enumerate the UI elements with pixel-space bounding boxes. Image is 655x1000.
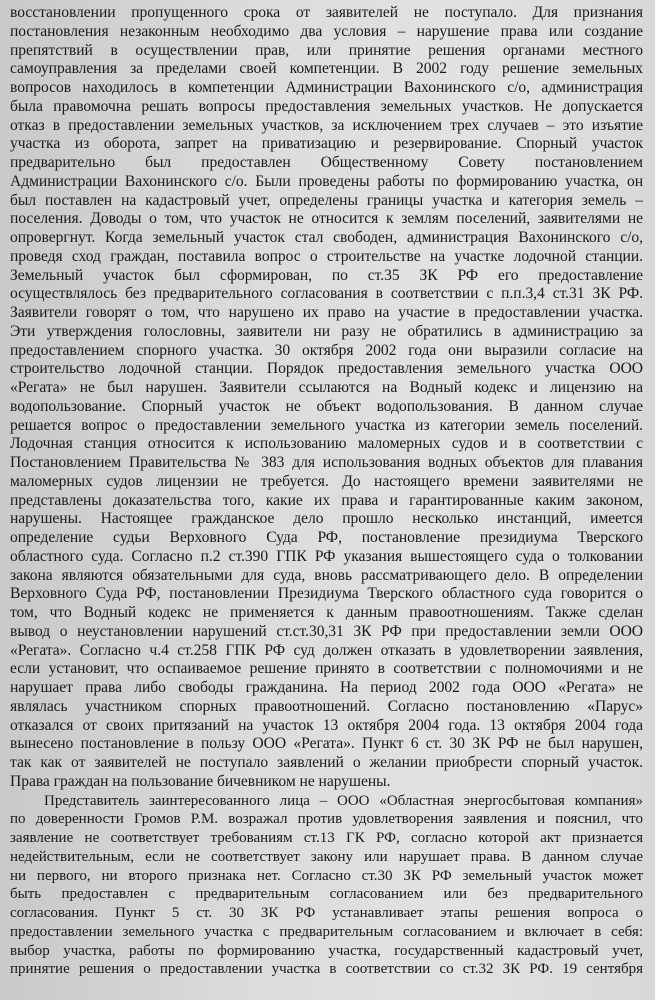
text-line: закона являются обязательными для суда, вновь рассматривающего дело. В определении <box>10 566 643 584</box>
text-line: строительство лодочной станции. Порядок предоставления земельного участка ООО <box>10 360 643 378</box>
text-line: нарушает права либо свободы гражданина. На период 2002 года ООО «Регата» не <box>10 679 643 696</box>
text-line: постановления незаконным необходимо два условия – нарушение права или создание <box>10 22 643 40</box>
text-line: самоуправления за пределами своей компетенции. В 2002 году решение земельных <box>10 60 643 78</box>
text-line: была правомочна решать вопросы предоставления земельных участков. Не допускается <box>10 97 643 115</box>
text-line: опровергнут. Когда земельный участок стал свободен, администрация Вахонинского с/о, <box>10 229 643 246</box>
text-line: «Регата» не был нарушен. Заявители ссылаются на Водный кодекс и лицензию на <box>10 379 643 396</box>
text-line: отказ в предоставлении земельных участков, за исключением трех случаев – это изъятие <box>10 116 643 134</box>
text-line: вынесено постановление в пользу ООО «Регата». Пункт 6 ст. 30 ЗК РФ не был нарушен, <box>10 735 643 753</box>
text-line: вывод о неустановлении нарушений ст.ст.30,31 ЗК РФ при предоставлении земли ООО <box>10 622 643 640</box>
text-line: «Регата». Согласно ч.4 ст.258 ГПК РФ суд должен отказать в удовлетворении заявления, <box>10 641 643 659</box>
text-line: выбор участка, работы по формированию участка, государственный кадастровый учет, <box>10 942 643 959</box>
text-line: Лодочная станция относится к использованию маломерных судов и в соответствии с <box>10 435 643 453</box>
text-line: нарушены. Настоящее гражданское дело прошло несколько инстанций, имеется <box>10 510 643 528</box>
text-line: том, что Водный кодекс не применяется к данным правоотношениям. Также сделан <box>10 604 643 621</box>
text-line: Представитель заинтересованного лица – ООО «Областная энергосбытовая компания» <box>44 792 643 809</box>
text-line: заявление не соответствует требованиям ст.13 ГК РФ, согласно которой акт признается <box>10 830 643 846</box>
text-line: предоставлением спорного участка. 30 октября 2002 года они выразили согласие на <box>10 341 643 359</box>
text-line: Заявители говорят о том, что нарушено их право на участие в предоставлении участка. <box>10 304 643 321</box>
text-line: поселения. Доводы о том, что участок не относится к землям поселений, заявителями не <box>10 210 643 228</box>
text-line: если установит, что оспаиваемое решение принято в соответствии с полномочиями и не <box>10 660 643 678</box>
text-line: согласования. Пункт 5 ст. 30 ЗК РФ устанавливает этапы решения вопроса о <box>10 905 643 921</box>
text-line: проведя сход граждан, поставила вопрос о строительстве на участке лодочной станции. <box>10 247 643 265</box>
text-line: областного суда. Согласно п.2 ст.390 ГПК РФ указания вышестоящего суда о толковании <box>10 547 643 565</box>
text-line: по доверенности Громов Р.М. возражал против удовлетворения заявления и пояснил, что <box>10 811 643 828</box>
text-line: принятие решения о предоставлении участка в соответствии со ст.32 ЗК РФ. 19 сентября <box>10 961 643 978</box>
text-line: недействительным, если не соответствует закону или нарушает права. В данном случае <box>10 848 643 865</box>
text-line: Эти утверждения голословны, заявители ни разу не обратились в администрацию за <box>10 322 643 340</box>
paragraph-1 <box>10 4 643 792</box>
text-line: Права граждан на пользование бичевником не нарушены. <box>10 772 391 790</box>
text-line: решается вопрос о предоставлении земельного участка из категории земель поселений. <box>10 416 643 434</box>
text-line: осуществлялось без предварительного согласования в соответствии с п.п.3,4 ст.31 ЗК РФ. <box>10 285 643 303</box>
text-line: был поставлен на кадастровый учет, определены границы участка и категория земель – <box>10 191 643 209</box>
text-line: Земельный участок был сформирован, по ст.35 ЗК РФ его предоставление <box>10 266 643 284</box>
text-line: определение судьи Верховного Суда РФ, постановление президиума Тверского <box>10 529 643 546</box>
text-line: водопользование. Спорный участок не объект водопользования. В данном случае <box>10 397 643 415</box>
text-line: предоставлении земельного участка с предварительным согласованием и включает в себя: <box>10 923 643 940</box>
text-line: восстановлении пропущенного срока от заявителей не поступало. Для признания <box>10 4 643 21</box>
text-line: предварительно был предоставлен Общественному Совету постановлением <box>10 154 643 171</box>
text-line: представлены доказательства того, какие их права и гарантированные каким законом, <box>10 491 643 509</box>
text-line: участка из оборота, запрет на приватизацию и резервирование. Спорный участок <box>10 135 643 153</box>
text-line: являлась участником спорных правоотношений. Согласно постановлению «Парус» <box>10 697 643 715</box>
text-line: вопросов находилось в компетенции Администрации Вахонинского с/о, администрация <box>10 79 643 96</box>
text-line: Постановлением Правительства № 383 для использования водных объектов для плавания <box>10 454 643 471</box>
text-line: Администрации Вахонинского с/о. Были проведены работы по формированию участка, он <box>10 172 643 190</box>
text-line: маломерных судов лицензии не требуется. До настоящего времени заявителями не <box>10 472 643 490</box>
text-line: быть предоставлен с предварительным согласованием или без предварительного <box>10 886 643 903</box>
text-line: Верховного Суда РФ, постановлении Президиума Тверского областного суда говорится о <box>10 585 643 603</box>
text-line: отказался от своих притязаний на участок 13 октября 2004 года. 13 октября 2004 года <box>10 716 643 734</box>
text-line: препятствий в осуществлении прав, или принятие решения органами местного <box>10 41 643 59</box>
paragraph-2 <box>10 792 643 980</box>
text-line: ни первого, ни второго признака нет. Согласно ст.30 ЗК РФ земельный участок может <box>10 867 643 884</box>
text-line: так как от заявителей не поступало заявлений о желании приобрести спорный участок. <box>10 754 643 771</box>
